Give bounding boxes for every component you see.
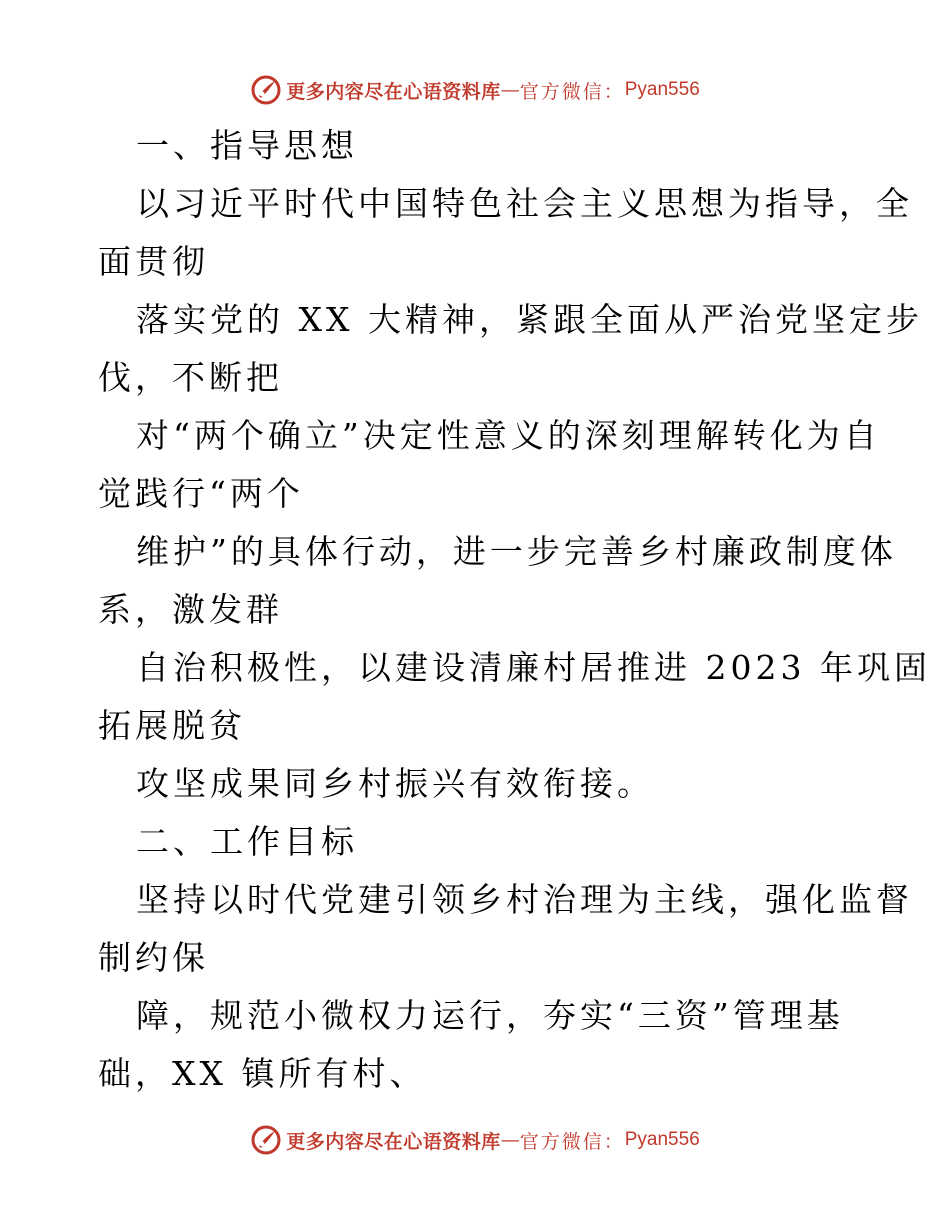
paragraph-line: 系，激发群 (98, 590, 283, 629)
paragraph-line: 制约保 (98, 938, 209, 977)
paragraph-line: 拓展脱贫 (98, 706, 246, 745)
paragraph-line: 落实党的 XX 大精神，紧跟全面从严治党坚定步 (136, 300, 923, 339)
paragraph-line: 觉践行“两个 (98, 474, 304, 513)
paragraph-line: 攻坚成果同乡村振兴有效衔接。 (136, 764, 654, 803)
header-wechat-id: Pyan556 (624, 79, 700, 100)
paragraph-line: 坚持以时代党建引领乡村治理为主线，强化监督 (136, 880, 913, 919)
header-wechat-label: 官方微信： (519, 80, 625, 103)
paragraph-line: 障，规范小微权力运行，夯实“三资”管理基 (136, 996, 844, 1035)
paragraph-line: 础，XX 镇所有村、 (98, 1054, 427, 1093)
footer-site-text: 更多内容尽在心语资料库 (286, 1130, 501, 1153)
footer-wechat-id: Pyan556 (624, 1129, 700, 1150)
paragraph-line: 面贯彻 (98, 242, 209, 281)
header-watermark (0, 70, 950, 110)
footer-separator: — (500, 1129, 520, 1151)
paragraph-line: 对“两个确立”决定性意义的深刻理解转化为自 (136, 416, 881, 455)
paragraph-line: 维护”的具体行动，进一步完善乡村廉政制度体 (136, 532, 897, 571)
brush-logo-icon (250, 74, 282, 106)
footer-watermark (0, 1120, 950, 1160)
footer-wechat-label: 官方微信： (519, 1130, 625, 1153)
header-site-text: 更多内容尽在心语资料库 (286, 80, 501, 103)
section-heading-work-goals: 二、工作目标 (136, 822, 358, 861)
header-separator: — (500, 79, 520, 101)
paragraph-line: 伐，不断把 (98, 358, 283, 397)
section-heading-guiding-thought: 一、指导思想 (136, 126, 358, 165)
paragraph-line: 以习近平时代中国特色社会主义思想为指导，全 (136, 184, 913, 223)
brush-logo-icon (250, 1124, 282, 1156)
paragraph-line: 自治积极性，以建设清廉村居推进 2023 年巩固 (136, 648, 931, 687)
